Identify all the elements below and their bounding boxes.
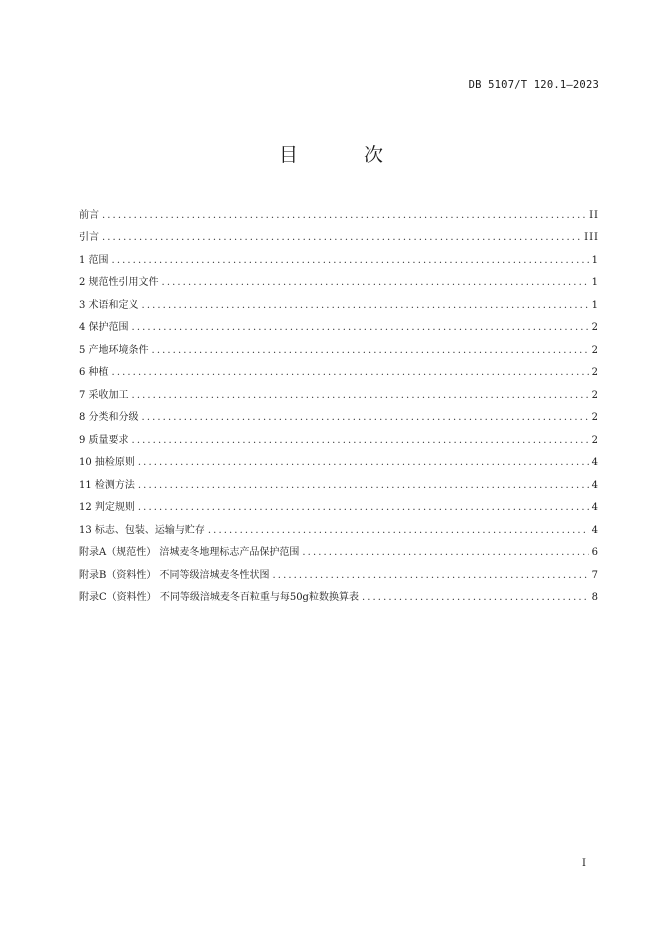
toc-entry-page: 7 xyxy=(591,569,599,581)
toc-entry-label: 7 采收加工 xyxy=(79,389,129,401)
toc-entry-label: 2 规范性引用文件 xyxy=(79,277,159,288)
toc-entry-label: 12 判定规则 xyxy=(79,502,135,513)
toc-leader-dots xyxy=(208,525,589,537)
toc-leader-dots xyxy=(142,300,589,312)
toc-leader-dots xyxy=(132,435,589,447)
toc-entry-page: II xyxy=(589,209,599,221)
toc-entry-label: 附录C（资料性） 不同等级涪城麦冬百粒重与每50g粒数换算表 xyxy=(79,592,359,603)
toc-leader-dots xyxy=(102,232,581,244)
toc-leader-dots xyxy=(162,277,589,289)
toc-entry-label: 10 抽检原则 xyxy=(79,457,135,468)
toc-leader-dots xyxy=(112,255,589,267)
toc-leader-dots xyxy=(273,570,589,582)
toc-entry-page: 4 xyxy=(591,524,599,536)
toc-entry-page: 2 xyxy=(591,389,599,401)
toc-entry-label: 8 分类和分级 xyxy=(79,412,139,423)
page-number: I xyxy=(582,858,586,869)
toc-entry-page: 4 xyxy=(591,479,599,491)
toc-entry-marking-packaging[interactable] xyxy=(79,514,599,537)
toc-entry-quality-requirements[interactable] xyxy=(79,424,599,447)
toc-entry-label: 3 术语和定义 xyxy=(79,299,139,311)
toc-leader-dots xyxy=(138,457,589,469)
toc-entry-foreword[interactable] xyxy=(79,199,599,222)
toc-entry-label: 前言 xyxy=(79,209,99,221)
toc-entry-page: 4 xyxy=(591,457,599,468)
toc-entry-label: 附录A（规范性） 涪城麦冬地理标志产品保护范围 xyxy=(79,547,300,558)
toc-leader-dots xyxy=(102,210,586,222)
toc-entry-normative-references[interactable] xyxy=(79,267,599,290)
toc-leader-dots xyxy=(132,390,589,402)
table-of-contents xyxy=(79,199,599,604)
toc-entry-page: 2 xyxy=(591,434,599,446)
toc-entry-protection-scope[interactable] xyxy=(79,312,599,335)
toc-entry-page: 2 xyxy=(591,367,599,378)
toc-entry-label: 9 质量要求 xyxy=(79,434,129,446)
document-code: DB 5107/T 120.1—2023 xyxy=(468,79,599,91)
toc-entry-page: III xyxy=(584,232,599,243)
toc-entry-test-methods[interactable] xyxy=(79,469,599,492)
toc-entry-page: 2 xyxy=(591,322,599,333)
toc-entry-judgment-rules[interactable] xyxy=(79,492,599,515)
toc-leader-dots xyxy=(138,502,589,514)
toc-entry-page: 1 xyxy=(591,299,599,311)
toc-leader-dots xyxy=(138,480,589,492)
toc-leader-dots xyxy=(302,547,588,559)
toc-entry-harvest-processing[interactable] xyxy=(79,379,599,402)
toc-entry-page: 8 xyxy=(591,592,599,603)
toc-entry-label: 11 检测方法 xyxy=(79,479,135,491)
toc-entry-classification-grading[interactable] xyxy=(79,402,599,425)
toc-entry-appendix-c[interactable] xyxy=(79,582,599,605)
toc-entry-label: 引言 xyxy=(79,232,99,243)
toc-leader-dots xyxy=(152,345,589,357)
toc-entry-page: 4 xyxy=(591,502,599,513)
toc-entry-page: 1 xyxy=(591,254,599,266)
toc-leader-dots xyxy=(112,367,589,379)
toc-leader-dots xyxy=(132,322,589,334)
toc-entry-page: 2 xyxy=(591,344,599,356)
toc-entry-page: 6 xyxy=(591,547,599,558)
toc-entry-label: 1 范围 xyxy=(79,254,109,266)
toc-entry-appendix-b[interactable] xyxy=(79,559,599,582)
toc-entry-page: 1 xyxy=(591,277,599,288)
toc-entry-terms-definitions[interactable] xyxy=(79,289,599,312)
toc-entry-introduction[interactable] xyxy=(79,222,599,245)
toc-entry-planting[interactable] xyxy=(79,357,599,380)
page-title: 目 次 xyxy=(278,144,414,166)
toc-entry-label: 6 种植 xyxy=(79,367,109,378)
toc-leader-dots xyxy=(142,412,589,424)
toc-entry-page: 2 xyxy=(591,412,599,423)
toc-entry-label: 5 产地环境条件 xyxy=(79,344,149,356)
toc-leader-dots xyxy=(362,592,589,604)
toc-entry-label: 13 标志、包装、运输与贮存 xyxy=(79,524,205,536)
toc-entry-scope[interactable] xyxy=(79,244,599,267)
toc-entry-label: 附录B（资料性） 不同等级涪城麦冬性状图 xyxy=(79,569,270,581)
toc-entry-label: 4 保护范围 xyxy=(79,322,129,333)
toc-entry-appendix-a[interactable] xyxy=(79,537,599,560)
toc-entry-sampling-principles[interactable] xyxy=(79,447,599,470)
toc-entry-environment-conditions[interactable] xyxy=(79,334,599,357)
